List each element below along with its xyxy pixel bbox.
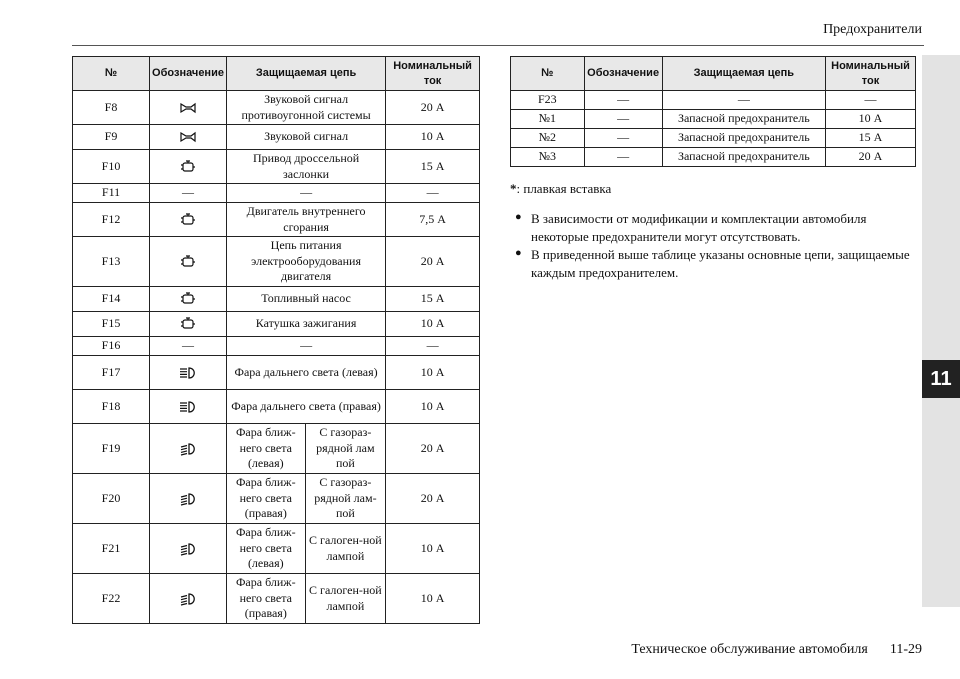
table-row bbox=[511, 148, 916, 167]
table-row bbox=[73, 203, 480, 237]
header-circuit: Защищаемая цепь bbox=[226, 57, 385, 91]
rated-current: 10 А bbox=[386, 574, 480, 624]
rated-current: 10 А bbox=[386, 390, 480, 424]
rated-current: 20 А bbox=[386, 474, 480, 524]
protected-circuit: Фара ближ-него света (правая) bbox=[226, 574, 305, 624]
fuse-symbol-cell bbox=[150, 356, 227, 390]
fuse-number: F13 bbox=[73, 237, 150, 287]
table-row bbox=[73, 150, 480, 184]
rated-current: — bbox=[386, 184, 480, 203]
protected-circuit: Запасной предохранитель bbox=[662, 110, 825, 129]
rated-current: 20 А bbox=[386, 91, 480, 125]
page-number: 11-29 bbox=[889, 642, 922, 657]
table-row bbox=[73, 184, 480, 203]
fuse-symbol-cell bbox=[150, 125, 227, 150]
table-row bbox=[511, 110, 916, 129]
fuse-number: F17 bbox=[73, 356, 150, 390]
fuse-number: F16 bbox=[73, 337, 150, 356]
rated-current: 20 А bbox=[826, 148, 916, 167]
fuse-symbol-cell bbox=[150, 91, 227, 125]
protected-circuit: Топливный насос bbox=[226, 287, 385, 312]
table-row bbox=[73, 524, 480, 574]
fuse-table-right bbox=[510, 56, 916, 167]
table-row bbox=[73, 125, 480, 150]
fuse-symbol-cell bbox=[150, 474, 227, 524]
horn-icon bbox=[178, 101, 198, 115]
rated-current: 10 А bbox=[386, 524, 480, 574]
header-number: № bbox=[73, 57, 150, 91]
rated-current: 15 А bbox=[826, 129, 916, 148]
lamp-type: С галоген-ной лампой bbox=[305, 574, 386, 624]
list-item: ● В приведенной выше таблице указаны основные цепи, защищаемые каждым предохранителем. bbox=[515, 246, 915, 281]
fuse-symbol-cell bbox=[150, 524, 227, 574]
low-beam-icon bbox=[178, 592, 198, 606]
protected-circuit: — bbox=[226, 184, 385, 203]
rated-current: 10 А bbox=[386, 356, 480, 390]
fuse-number: F21 bbox=[73, 524, 150, 574]
header-current: Номинальный ток bbox=[826, 57, 916, 91]
fuse-symbol-cell bbox=[150, 312, 227, 337]
list-item: ● В зависимости от модификации и комплектации автомобиля некоторые предохранители могут отсутствовать. bbox=[515, 210, 915, 245]
table-header-row bbox=[73, 57, 480, 91]
rated-current: 15 А bbox=[386, 150, 480, 184]
fuse-number: F15 bbox=[73, 312, 150, 337]
fuse-symbol-cell bbox=[150, 287, 227, 312]
protected-circuit: Цепь питания электрооборудования двигателя bbox=[226, 237, 385, 287]
fuse-symbol: — bbox=[150, 337, 227, 356]
rated-current: 20 А bbox=[386, 237, 480, 287]
engine-icon bbox=[178, 255, 198, 269]
lamp-type: С газораз-рядной лам-пой bbox=[305, 474, 386, 524]
protected-circuit: Фара ближ-него света (левая) bbox=[226, 524, 305, 574]
page-header-title: Предохранители bbox=[823, 22, 922, 37]
footnote-marker: * bbox=[510, 181, 517, 196]
fuse-number: F14 bbox=[73, 287, 150, 312]
fuse-symbol: — bbox=[584, 110, 662, 129]
protected-circuit: Фара ближ-него света (левая) bbox=[226, 424, 305, 474]
footer-section: Техническое обслуживание автомобиля bbox=[631, 642, 868, 657]
rated-current: 15 А bbox=[386, 287, 480, 312]
engine-icon bbox=[178, 317, 198, 331]
header-number: № bbox=[511, 57, 585, 91]
protected-circuit: — bbox=[226, 337, 385, 356]
page-footer bbox=[631, 642, 922, 658]
fuse-symbol-cell bbox=[150, 203, 227, 237]
fuse-number: F23 bbox=[511, 91, 585, 110]
protected-circuit: Запасной предохранитель bbox=[662, 129, 825, 148]
rated-current: 20 А bbox=[386, 424, 480, 474]
fuse-number: F11 bbox=[73, 184, 150, 203]
protected-circuit: Привод дроссельной заслонки bbox=[226, 150, 385, 184]
table-row bbox=[73, 312, 480, 337]
protected-circuit: — bbox=[662, 91, 825, 110]
lamp-type: С газораз-рядной лам пой bbox=[305, 424, 386, 474]
table-row bbox=[73, 574, 480, 624]
notes-list bbox=[515, 210, 915, 282]
header-symbol: Обозначение bbox=[584, 57, 662, 91]
protected-circuit: Фара дальнего света (левая) bbox=[226, 356, 385, 390]
fuse-symbol: — bbox=[584, 148, 662, 167]
protected-circuit: Катушка зажигания bbox=[226, 312, 385, 337]
fuse-number: №1 bbox=[511, 110, 585, 129]
header-current: Номинальный ток bbox=[386, 57, 480, 91]
engine-icon bbox=[178, 213, 198, 227]
table-row bbox=[73, 237, 480, 287]
high-beam-icon bbox=[178, 400, 198, 414]
table-row bbox=[511, 129, 916, 148]
protected-circuit: Звуковой сигнал bbox=[226, 125, 385, 150]
fuse-number: F22 bbox=[73, 574, 150, 624]
fuse-number: F9 bbox=[73, 125, 150, 150]
low-beam-icon bbox=[178, 492, 198, 506]
fuse-number: F10 bbox=[73, 150, 150, 184]
fuse-symbol-cell bbox=[150, 574, 227, 624]
chapter-side-tab bbox=[922, 55, 960, 607]
protected-circuit: Звуковой сигнал противоугонной системы bbox=[226, 91, 385, 125]
table-row bbox=[511, 91, 916, 110]
table-row bbox=[73, 424, 480, 474]
engine-icon bbox=[178, 160, 198, 174]
header-symbol: Обозначение bbox=[150, 57, 227, 91]
protected-circuit: Фара ближ-него света (правая) bbox=[226, 474, 305, 524]
horn-icon bbox=[178, 130, 198, 144]
fuse-number: F12 bbox=[73, 203, 150, 237]
footnote-text: : плавкая вставка bbox=[516, 181, 612, 196]
footnote bbox=[510, 181, 611, 197]
high-beam-icon bbox=[178, 366, 198, 380]
fuse-symbol: — bbox=[584, 129, 662, 148]
fuse-number: №3 bbox=[511, 148, 585, 167]
lamp-type: С галоген-ной лампой bbox=[305, 524, 386, 574]
fuse-number: №2 bbox=[511, 129, 585, 148]
table-row bbox=[73, 287, 480, 312]
low-beam-icon bbox=[178, 542, 198, 556]
fuse-number: F18 bbox=[73, 390, 150, 424]
fuse-symbol-cell bbox=[150, 390, 227, 424]
rated-current: — bbox=[386, 337, 480, 356]
header-circuit: Защищаемая цепь bbox=[662, 57, 825, 91]
table-row bbox=[73, 91, 480, 125]
header-rule bbox=[72, 45, 924, 46]
table-row bbox=[73, 474, 480, 524]
protected-circuit: Двигатель внутреннего сгорания bbox=[226, 203, 385, 237]
rated-current: 7,5 А bbox=[386, 203, 480, 237]
rated-current: 10 А bbox=[386, 312, 480, 337]
rated-current: 10 А bbox=[386, 125, 480, 150]
rated-current: 10 А bbox=[826, 110, 916, 129]
low-beam-icon bbox=[178, 442, 198, 456]
rated-current: — bbox=[826, 91, 916, 110]
protected-circuit: Фара дальнего света (правая) bbox=[226, 390, 385, 424]
fuse-symbol-cell bbox=[150, 237, 227, 287]
chapter-number-badge: 11 bbox=[922, 360, 960, 398]
fuse-symbol: — bbox=[150, 184, 227, 203]
table-header-row bbox=[511, 57, 916, 91]
fuse-symbol-cell bbox=[150, 424, 227, 474]
table-row bbox=[73, 390, 480, 424]
engine-icon bbox=[178, 292, 198, 306]
fuse-table-left bbox=[72, 56, 480, 624]
fuse-number: F20 bbox=[73, 474, 150, 524]
fuse-symbol: — bbox=[584, 91, 662, 110]
table-row bbox=[73, 356, 480, 390]
protected-circuit: Запасной предохранитель bbox=[662, 148, 825, 167]
table-row bbox=[73, 337, 480, 356]
fuse-number: F8 bbox=[73, 91, 150, 125]
fuse-symbol-cell bbox=[150, 150, 227, 184]
fuse-number: F19 bbox=[73, 424, 150, 474]
